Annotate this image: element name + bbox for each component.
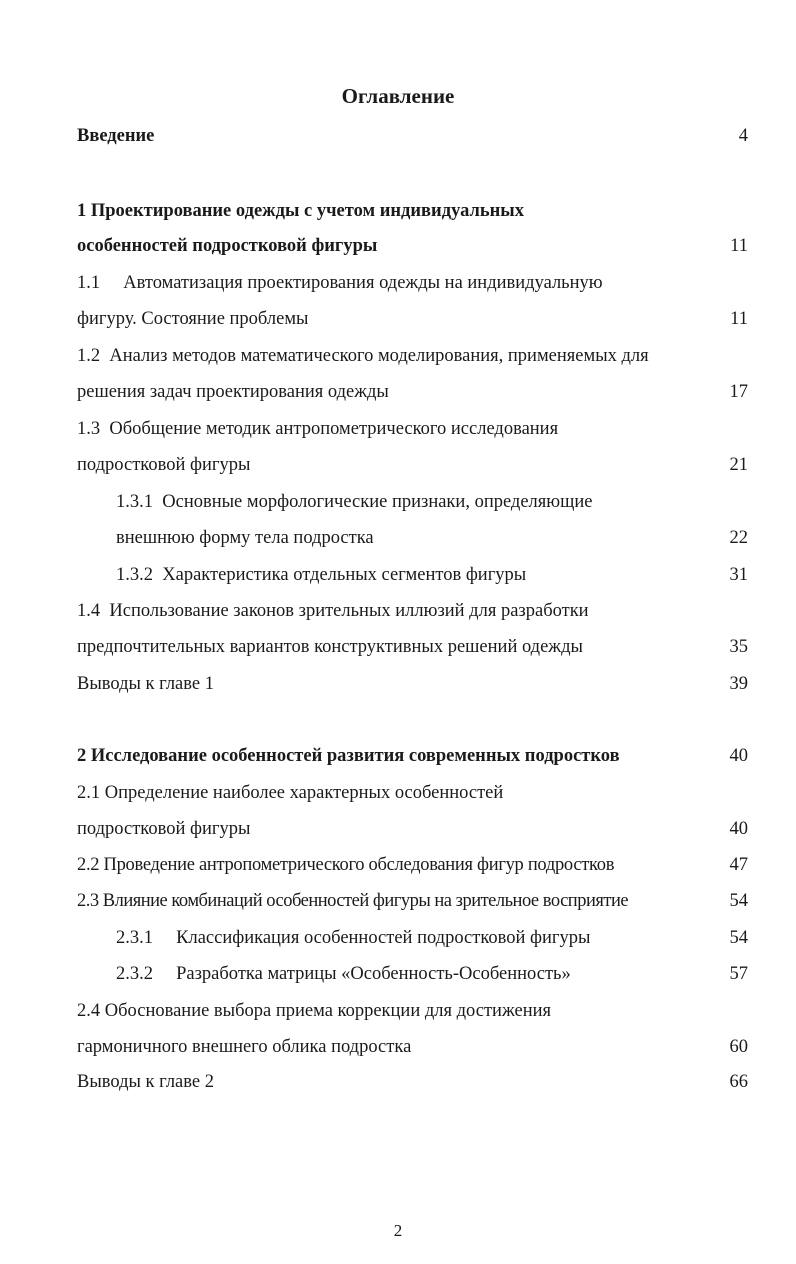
toc-entry-text: предпочтительных вариантов конструктивных решений одежды xyxy=(77,637,583,657)
toc-entry xyxy=(0,632,796,662)
toc-entry xyxy=(0,231,796,261)
toc-entry xyxy=(0,886,796,916)
toc-entry-page: 54 xyxy=(729,928,748,948)
toc-entry-text: 1.4 Использование законов зрительных иллюзий для разработки xyxy=(77,601,589,621)
toc-entry-page: 11 xyxy=(730,309,748,329)
toc-entry-page: 17 xyxy=(729,382,748,402)
toc-entry-text: 1.3.2 Характеристика отдельных сегментов фигуры xyxy=(116,565,527,585)
toc-entry xyxy=(0,487,796,517)
toc-entry-page: 40 xyxy=(729,819,748,839)
toc-entry-text: гармоничного внешнего облика подростка xyxy=(77,1037,412,1057)
toc-entry-page: 40 xyxy=(729,746,748,766)
toc-entry xyxy=(0,814,796,844)
toc-entry xyxy=(0,996,796,1026)
toc-entry-page: 57 xyxy=(729,964,748,984)
toc-entry-page: 31 xyxy=(729,565,748,585)
toc-entry-page: 54 xyxy=(729,891,748,911)
toc-entry-page: 39 xyxy=(729,674,748,694)
page-number: 2 xyxy=(393,1221,403,1240)
toc-entry xyxy=(0,523,796,553)
toc-entry xyxy=(0,741,796,771)
toc-entry xyxy=(0,560,796,590)
toc-entry xyxy=(0,304,796,334)
toc-entry-text: 1.3.1 Основные морфологические признаки, определяющие xyxy=(116,492,593,512)
toc-entry xyxy=(0,850,796,880)
toc-entry xyxy=(0,414,796,444)
toc-entry xyxy=(0,196,796,226)
toc-entry xyxy=(0,596,796,626)
toc-entry-text: внешнюю форму тела подростка xyxy=(116,528,374,548)
toc-entry-text: 2.4 Обоснование выбора приема коррекции для достижения xyxy=(77,1001,552,1021)
toc-entry xyxy=(0,1032,796,1062)
toc-entry-text: особенностей подростковой фигуры xyxy=(77,236,378,256)
toc-entry xyxy=(0,669,796,699)
toc-entry-text: 1.2 Анализ методов математического моделирования, применяемых для xyxy=(77,346,649,366)
toc-entry-text: 2 Исследование особенностей развития современных подростков xyxy=(77,746,620,766)
toc-entry-text: решения задач проектирования одежды xyxy=(77,382,389,402)
toc-entry-text: 2.2 Проведение антропометрического обследования фигур подростков xyxy=(77,855,615,875)
toc-entry-text: подростковой фигуры xyxy=(77,455,251,475)
toc-entry xyxy=(0,377,796,407)
toc-entry-page: 4 xyxy=(738,126,748,146)
toc-entry-text: 2.3.1 Классификация особенностей подростковой фигуры xyxy=(116,928,591,948)
toc-entry-page: 47 xyxy=(729,855,748,875)
toc-title: Оглавление xyxy=(341,84,455,108)
toc-entry-text: 2.3 Влияние комбинаций особенностей фигуры на зрительное восприятие xyxy=(77,891,629,911)
toc-entry-text: Выводы к главе 2 xyxy=(77,1072,214,1092)
toc-entry-text: 1.1 Автоматизация проектирования одежды на индивидуальную xyxy=(77,273,603,293)
toc-entry xyxy=(0,1067,796,1097)
toc-entry-page: 21 xyxy=(729,455,748,475)
toc-entry-page: 11 xyxy=(730,236,748,256)
toc-entry-page: 66 xyxy=(729,1072,748,1092)
toc-entry xyxy=(0,121,796,151)
toc-entry-text: подростковой фигуры xyxy=(77,819,251,839)
toc-entry-text: Введение xyxy=(77,126,155,146)
toc-entry-text: Выводы к главе 1 xyxy=(77,674,214,694)
toc-entry-text: 1.3 Обобщение методик антропометрического исследования xyxy=(77,419,559,439)
toc-entry xyxy=(0,778,796,808)
toc-entry-page: 60 xyxy=(729,1037,748,1057)
toc-entry-page: 22 xyxy=(729,528,748,548)
toc-entry xyxy=(0,923,796,953)
toc-entry-text: фигуру. Состояние проблемы xyxy=(77,309,309,329)
toc-entry xyxy=(0,268,796,298)
toc-entry xyxy=(0,341,796,371)
toc-entry xyxy=(0,959,796,989)
toc-entry-text: 2.3.2 Разработка матрицы «Особенность-Особенность» xyxy=(116,964,571,984)
toc-entry-page: 35 xyxy=(729,637,748,657)
toc-entry-text: 1 Проектирование одежды с учетом индивидуальных xyxy=(77,201,524,221)
toc-entry-text: 2.1 Определение наиболее характерных особенностей xyxy=(77,783,504,803)
toc-entry xyxy=(0,450,796,480)
